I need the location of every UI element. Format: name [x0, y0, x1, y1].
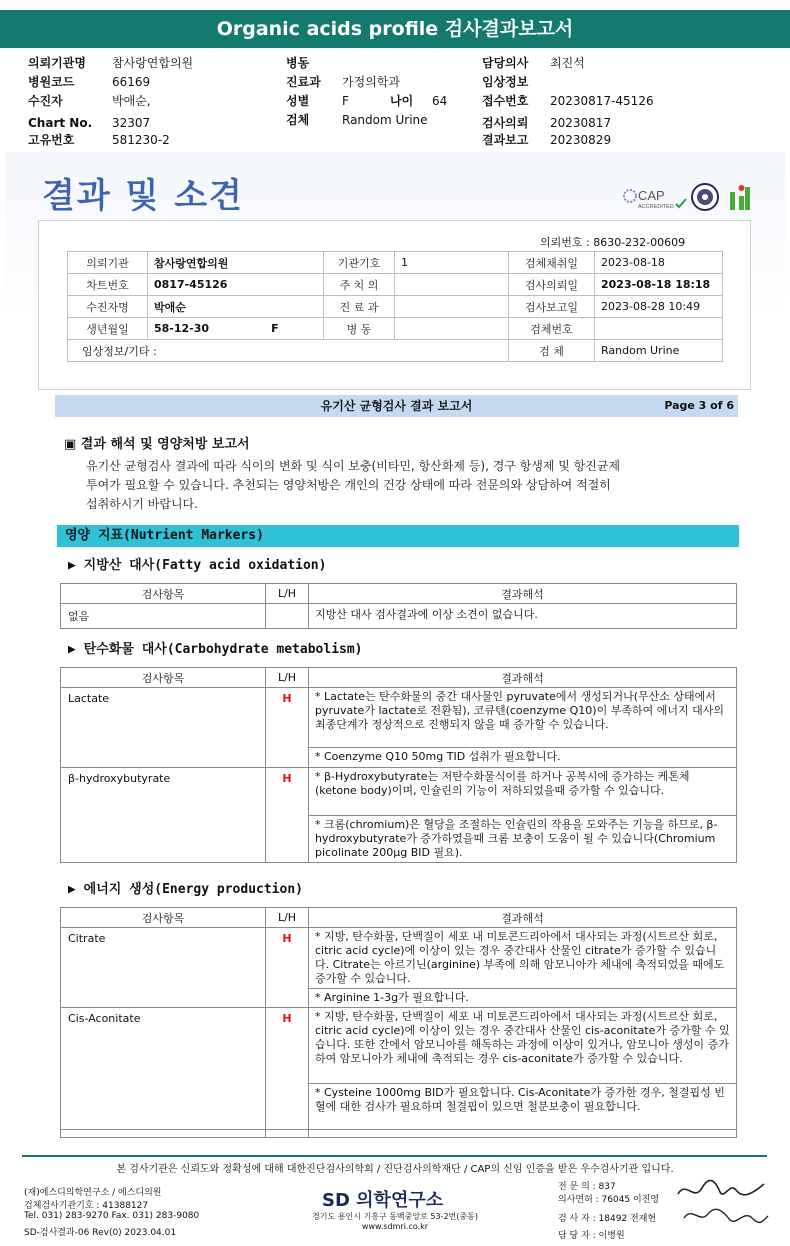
header-value: 64 [432, 94, 448, 108]
footer-address: 경기도 용인시 기흥구 동백중앙로 53-2번(중동) [312, 1212, 478, 1221]
test-item: Lactate [61, 688, 266, 768]
table-cell: 2023-08-18 18:18 [595, 274, 723, 296]
header-label: 병원코드 [28, 75, 75, 89]
result-text: * Arginine 1-3g가 필요합니다. [309, 989, 737, 1008]
patient-header [0, 55, 790, 150]
header-value: Random Urine [342, 113, 428, 127]
table-cell: 검체채취일 [509, 252, 595, 274]
header-label: 고유번호 [28, 133, 75, 147]
table-cell [395, 274, 509, 296]
header-label: 결과보고 [482, 133, 529, 147]
table-row [61, 1008, 737, 1084]
table-cell: 병 동 [324, 318, 395, 340]
section-title-fatty-acid: ▶ 지방산 대사(Fatty acid oxidation) [68, 558, 327, 573]
interpretation-line: 유기산 균형검사 결과에 따라 식이의 변화 및 식이 보충(비타민, 항산화제 등), 경구 항생제 및 항진균제 [86, 459, 621, 473]
result-text: * 지방, 탄수화물, 단백질이 세포 내 미토콘드리아에서 대사되는 과정(시트르산 회로, citric acid cycle)에 이상이 있는 경우 중간대사 산물인 cis-aconitate가 증가할 수 있습니다. 또한 간에서 암모니아를 해독하는 과정에 이상이 있거나, 암모니아 생성이 증가하여 암모니아가 체내에 축적되는 경우 cis-aconitate가 증가할 수 있습니다. [309, 1008, 737, 1084]
test-item: Citrate [61, 928, 266, 1008]
result-text: * Lactate는 탄수화물의 중간 대사물인 pyruvate에서 생성되거나(무산소 상태에서 pyruvate가 lactate로 전환됨), 코큐텐(coenzyme Q10)이 부족하여 에너지 대사의 최종단계가 정상적으로 진행되지 않을 때 증가할 수 있습니다. [309, 688, 737, 748]
table-cell: 검 체 [509, 340, 595, 362]
col-header-result: 결과해석 [309, 908, 737, 928]
table-cell: 차트번호 [68, 274, 148, 296]
col-header-item: 검사항목 [61, 584, 266, 604]
cap-logo-subtext: ACCREDITED [638, 204, 674, 210]
header-label: 담당의사 [482, 56, 529, 70]
lh-flag: H [266, 1008, 309, 1130]
header-label: 성별 [286, 94, 310, 108]
header-label: 나이 [390, 94, 414, 108]
result-section-title: 결과 및 소견 [42, 176, 244, 216]
table-header-row [61, 908, 737, 928]
nutrient-markers-bar: 영양 지표(Nutrient Markers) [57, 525, 739, 547]
col-header-item: 검사항목 [61, 908, 266, 928]
table-cell [395, 296, 509, 318]
table-row [61, 604, 737, 629]
footer-contact: Tel. 031) 283-9270 Fax. 031) 283-9080 [24, 1211, 200, 1221]
table-row [68, 318, 723, 340]
result-text: * Coenzyme Q10 50mg TID 섭취가 필요합니다. [309, 748, 737, 768]
table-cell: 기관기호 [324, 252, 395, 274]
table-row [68, 340, 723, 362]
table-cell: 생년월일 [68, 318, 148, 340]
lh-flag [266, 604, 309, 629]
table-cell [309, 1130, 737, 1138]
sd-lab-logo: SD 의학연구소 [322, 1190, 444, 1211]
table-cell [148, 318, 324, 340]
table-cell: 검사보고일 [509, 296, 595, 318]
section-title-energy: ▶ 에너지 생성(Energy production) [68, 882, 303, 897]
lh-flag: H [266, 768, 309, 863]
check-icon [676, 199, 686, 207]
footer-website: www.sdmri.co.kr [361, 1222, 429, 1231]
header-value: F [342, 94, 349, 108]
interpretation-line: 섭취하시기 바랍니다. [86, 497, 198, 511]
result-text: * 크롬(chromium)은 혈당을 조절하는 인슐린의 작용을 도와주는 기능을 하므로, β-hydroxybutyrate가 증가하였을때 크롬 보충이 도움이 될 수 있습니다(Chromium picolinate 200μg BID 필요). [309, 816, 737, 863]
header-value: 581230-2 [112, 133, 170, 147]
header-label: 임상정보 [482, 75, 529, 89]
carbohydrate-table [60, 667, 737, 863]
li-certification-logo [728, 182, 754, 212]
interpretation-line: 투여가 필요할 수 있습니다. 추천되는 영양처방은 개인의 건강 상태에 따라 전문의와 상담하여 적절히 [86, 478, 611, 492]
result-text: * 지방, 탄수화물, 단백질이 세포 내 미토콘드리아에서 대사되는 과정(시트르산 회로, citric acid cycle)에 이상이 있는 경우 중간대사 산물인 citrate가 증가할 수 있습니다. Citrate는 아르기닌(arginine) 부족에 의해 암모니아가 체내에 축적되었을 때에도 증가할 수 있습니다. [309, 928, 737, 989]
header-value: 20230829 [550, 133, 612, 147]
clinical-info-cell: 임상정보/기타 : [68, 340, 509, 362]
table-cell: 주 치 의 [324, 274, 395, 296]
table-cell: 검체번호 [509, 318, 595, 340]
col-header-item: 검사항목 [61, 668, 266, 688]
report-page-bar [55, 395, 738, 417]
header-value: 가정의학과 [342, 75, 400, 89]
result-text: * Cysteine 1000mg BID가 필요합니다. Cis-Aconitate가 증가한 경우, 철결핍성 빈혈에 대한 검사가 필요하며 철결핍이 있으면 철분보충이 필요합니다. [309, 1084, 737, 1130]
lh-flag: H [266, 688, 309, 768]
header-value: 20230817 [550, 116, 612, 130]
table-cell: 2023-08-18 [595, 252, 723, 274]
result-text: 지방산 대사 검사결과에 이상 소견이 없습니다. [309, 604, 737, 629]
footer-code: 검체검사기관기호 : 41388127 [24, 1201, 149, 1211]
header-value: 최진석 [550, 56, 585, 70]
page-indicator: Page 3 of 6 [664, 399, 734, 412]
lh-flag: H [266, 928, 309, 1008]
header-label: 접수번호 [482, 94, 529, 108]
col-header-lh: L/H [266, 584, 309, 604]
table-cell [595, 318, 723, 340]
header-value: 참사랑연합의원 [112, 56, 194, 70]
table-cell: 의뢰기관 [68, 252, 148, 274]
cap-accredited-logo [622, 184, 688, 214]
signature-image [672, 1176, 772, 1230]
table-cell: 박애순 [148, 296, 324, 318]
table-header-row [61, 668, 737, 688]
footer-divider [22, 1155, 767, 1157]
footer-specialist: 전 문 의 : 837 [558, 1182, 616, 1192]
table-cell: 참사랑연합의원 [148, 252, 324, 274]
cap-logo-text: CAP [638, 188, 665, 203]
table-cell [266, 1130, 309, 1138]
lab-info-table [67, 251, 723, 362]
table-row [68, 296, 723, 318]
table-row [61, 768, 737, 816]
table-row [61, 1130, 737, 1138]
table-row [68, 252, 723, 274]
footer-revision: SD-검사결과-06 Rev(0) 2023.04.01 [24, 1228, 177, 1238]
table-row [61, 928, 737, 989]
table-cell [61, 1130, 266, 1138]
col-header-lh: L/H [266, 908, 309, 928]
col-header-lh: L/H [266, 668, 309, 688]
footer-org: (재)에스디의학연구소 / 에스디의원 [24, 1188, 162, 1198]
energy-table [60, 907, 737, 1138]
table-cell: 수진자명 [68, 296, 148, 318]
li-logo-text: LI [728, 188, 729, 189]
report-title-banner: Organic acids profile 검사결과보고서 [0, 10, 790, 48]
test-item: Cis-Aconitate [61, 1008, 266, 1130]
header-value: 32307 [112, 116, 151, 130]
interpretation-heading: ▣ 결과 해석 및 영양처방 보고서 [64, 437, 250, 452]
header-value: 66169 [112, 75, 151, 89]
table-cell: 진 료 과 [324, 296, 395, 318]
footer-license: 의사면허 : 76045 이진영 [558, 1195, 660, 1205]
test-item: β-hydroxybutyrate [61, 768, 266, 863]
header-label: 의뢰기관명 [28, 56, 86, 70]
header-label: Chart No. [28, 116, 93, 130]
table-cell: 검사의뢰일 [509, 274, 595, 296]
result-text: * β-Hydroxybutyrate는 저탄수화물식이를 하거나 공복시에 증가하는 케톤체(ketone body)이며, 인슐린의 기능이 저하되었을때 증가할 수 있습니다. [309, 768, 737, 816]
report-bar-title: 유기산 균형검사 결과 보고서 [320, 399, 473, 413]
footer-manager: 담 당 자 : 이병원 [558, 1231, 625, 1241]
header-value: 20230817-45126 [550, 94, 654, 108]
fatty-acid-table [60, 583, 737, 629]
footer-examiner: 검 사 자 : 18492 전재현 [558, 1214, 657, 1224]
interpretation-body [86, 457, 726, 514]
section-title-carbohydrate: ▶ 탄수화물 대사(Carbohydrate metabolism) [68, 642, 363, 657]
header-label: 검사의뢰 [482, 116, 529, 130]
table-header-row [61, 584, 737, 604]
gender: F [271, 322, 279, 335]
col-header-result: 결과해석 [309, 584, 737, 604]
request-number: 의뢰번호 : 8630-232-00609 [540, 236, 686, 249]
header-label: 병동 [286, 56, 310, 70]
birth-date: 58-12-30 [154, 322, 210, 335]
table-row [68, 274, 723, 296]
table-row [61, 688, 737, 748]
table-cell: 0817-45126 [148, 274, 324, 296]
header-value: 박애순, [112, 94, 151, 108]
lab-medicine-seal-logo [690, 182, 720, 212]
header-label: 수진자 [28, 94, 63, 108]
table-cell: 2023-08-28 10:49 [595, 296, 723, 318]
table-cell: 1 [395, 252, 509, 274]
cap-emblem-icon [624, 190, 636, 202]
header-label: 진료과 [286, 75, 321, 89]
col-header-result: 결과해석 [309, 668, 737, 688]
table-cell [395, 318, 509, 340]
footer-certification: 본 검사기관은 신뢰도와 정확성에 대해 대한진단검사의학회 / 진단검사의학재단 / CAP의 신임 인증을 받은 우수검사기관 입니다. [116, 1164, 674, 1175]
header-label: 검체 [286, 113, 310, 127]
test-item: 없음 [61, 604, 266, 629]
table-cell: Random Urine [595, 340, 723, 362]
